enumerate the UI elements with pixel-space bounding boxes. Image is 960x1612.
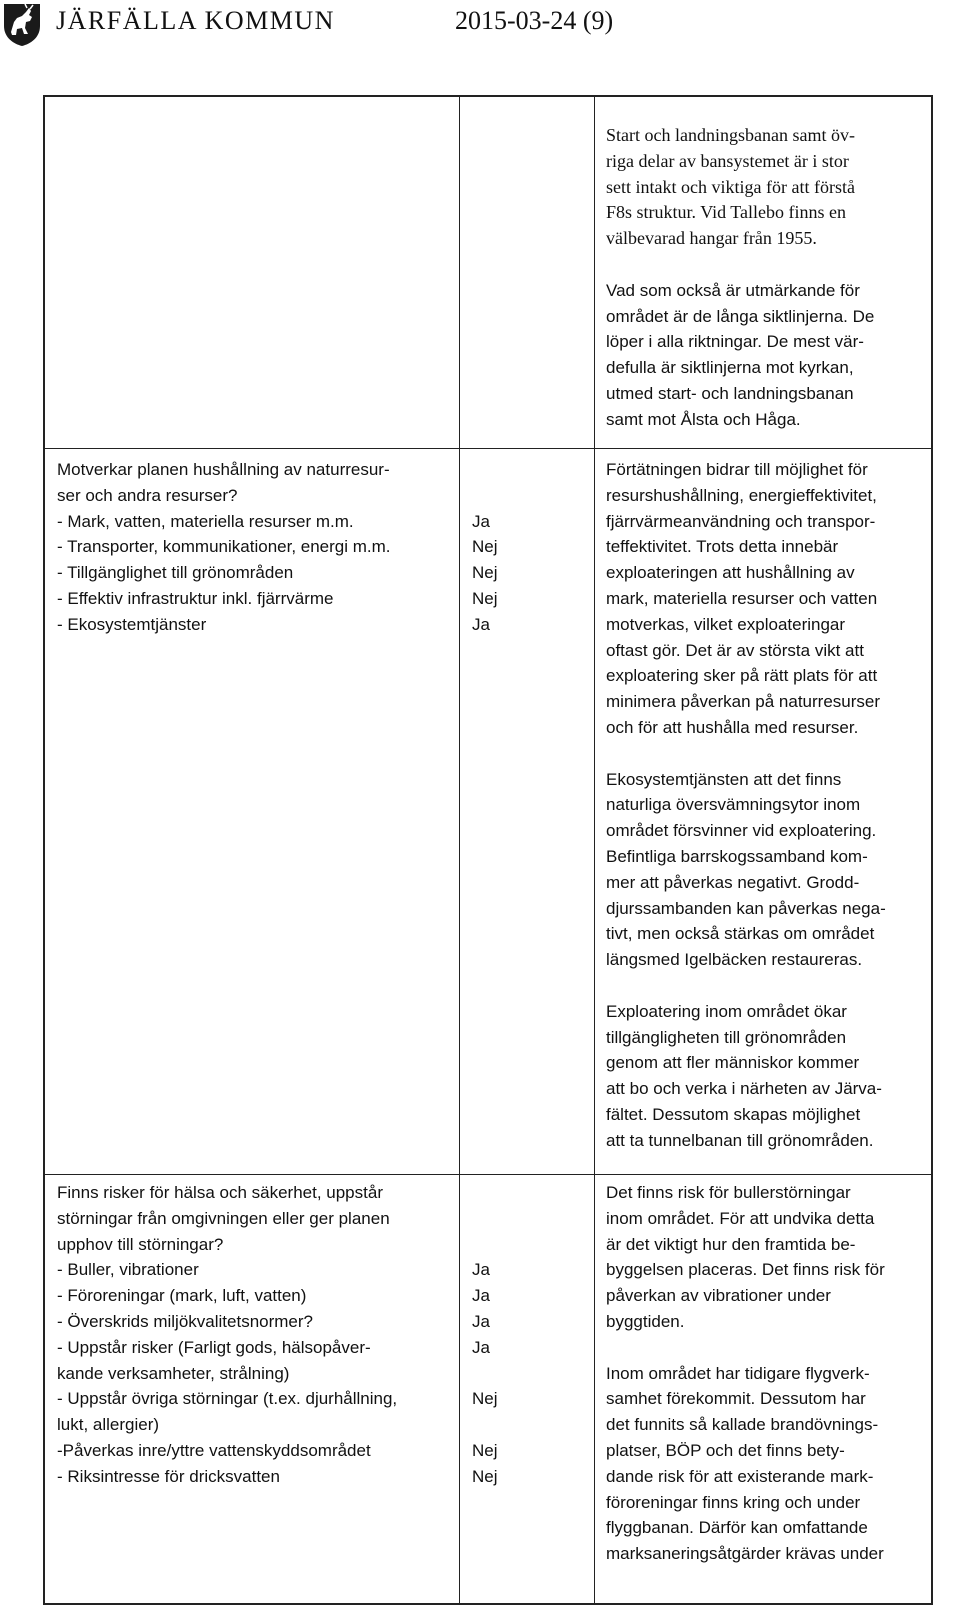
question-line: upphov till störningar? xyxy=(57,1234,224,1254)
question-line: - Riksintresse för dricksvatten xyxy=(57,1466,280,1486)
comment-line: exploatering sker på rätt plats för att xyxy=(606,666,878,686)
question-line: Motverkar planen hushållning av naturresur- xyxy=(57,460,390,479)
answer-value: Nej xyxy=(472,1389,498,1409)
comment-line: marksaneringsåtgärder krävas under xyxy=(606,1544,884,1564)
comment-line: genom att fler människor kommer xyxy=(606,1053,860,1073)
column-divider xyxy=(594,97,595,1603)
comment-line: platser, BÖP och det finns bety- xyxy=(606,1440,845,1460)
question-line: - Föroreningar (mark, luft, vatten) xyxy=(57,1286,307,1306)
comment-line: det funnits så kallade brandövnings- xyxy=(606,1415,879,1435)
comment-line: naturliga översvämningsytor inom xyxy=(606,795,861,815)
comment-paragraph xyxy=(606,999,886,1154)
question-line: -Påverkas inre/yttre vattenskyddsområdet xyxy=(57,1440,371,1460)
comment-paragraph xyxy=(606,1361,885,1567)
comment-line: flyggbanan. Därför kan omfattande xyxy=(606,1518,868,1538)
question-cell xyxy=(57,457,391,638)
answer-value xyxy=(472,1232,498,1258)
question-line: kande verksamheter, strålning) xyxy=(57,1363,290,1383)
question-line: - Buller, vibrationer xyxy=(57,1260,199,1280)
comment-cell xyxy=(606,457,886,1179)
comment-line: Förtätningen bidrar till möjlighet för xyxy=(606,460,868,479)
question-line: - Ekosystemtjänster xyxy=(57,614,207,634)
comment-line: löper i alla riktningar. De mest vär- xyxy=(606,332,864,352)
comment-line: Start och landningsbanan samt öv- xyxy=(606,125,855,145)
question-line: - Effektiv infrastruktur inkl. fjärrvärme xyxy=(57,588,334,608)
comment-cell xyxy=(606,123,874,458)
comment-line: dande risk för att existerande mark- xyxy=(606,1466,874,1486)
comment-paragraph xyxy=(606,278,874,433)
comment-line: samt mot Ålsta och Håga. xyxy=(606,409,801,429)
comment-line: sett intakt och viktiga för att förstå xyxy=(606,176,855,197)
answer-value: Ja xyxy=(472,614,490,634)
comment-line: tillgängligheten till grönområden xyxy=(606,1027,847,1047)
answer-value: Nej xyxy=(472,563,498,583)
answer-value xyxy=(472,1412,498,1438)
comment-line: och för att hushålla med resurser. xyxy=(606,717,859,737)
comment-line: utmed start- och landningsbanan xyxy=(606,383,854,403)
question-line: - Tillgänglighet till grönområden xyxy=(57,563,294,583)
comment-paragraph xyxy=(606,767,886,973)
comment-line: samhet förekommit. Dessutom har xyxy=(606,1389,866,1409)
comment-line: Det finns risk för bullerstörningar xyxy=(606,1183,851,1202)
question-line: - Uppstår övriga störningar (t.ex. djurhållning, xyxy=(57,1389,398,1409)
answer-value: Nej xyxy=(472,1440,498,1460)
answer-value xyxy=(472,1206,498,1232)
comment-line: att bo och verka i närheten av Järva- xyxy=(606,1079,882,1099)
comment-line: att ta tunnelbanan till grönområden. xyxy=(606,1130,874,1150)
question-line: störningar från omgivningen eller ger planen xyxy=(57,1208,390,1228)
comment-line: minimera påverkan på naturresurser xyxy=(606,692,881,712)
comment-line: exploateringen att hushållning av xyxy=(606,563,855,583)
comment-line: oftast gör. Det är av största vikt att xyxy=(606,640,864,660)
question-cell xyxy=(57,1180,397,1490)
answer-value: Ja xyxy=(472,1286,490,1306)
comment-line: är det viktigt hur den framtida be- xyxy=(606,1234,856,1254)
comment-line: defulla är siktlinjerna mot kyrkan, xyxy=(606,358,854,378)
comment-line: föroreningar finns kring och under xyxy=(606,1492,861,1512)
comment-line: Vad som också är utmärkande för xyxy=(606,280,860,300)
comment-line: mer att påverkas negativt. Grodd- xyxy=(606,872,860,892)
answer-value: Nej xyxy=(472,1466,498,1486)
coat-of-arms-logo xyxy=(2,2,42,46)
comment-line: området är de långa siktlinjerna. De xyxy=(606,306,875,326)
comment-line: byggtiden. xyxy=(606,1311,685,1331)
comment-line: djurssambanden kan påverkas nega- xyxy=(606,898,886,918)
answer-value: Nej xyxy=(472,588,498,608)
comment-line: Exploatering inom området ökar xyxy=(606,1001,847,1021)
assessment-table xyxy=(43,95,933,1605)
answer-value: Ja xyxy=(472,1311,490,1331)
comment-line: Befintliga barrskogssamband kom- xyxy=(606,846,868,866)
question-line: - Överskrids miljökvalitetsnormer? xyxy=(57,1311,313,1331)
question-line: Finns risker för hälsa och säkerhet, uppstår xyxy=(57,1183,383,1202)
comment-line: påverkan av vibrationer under xyxy=(606,1286,831,1306)
comment-line: fjärrvärmeanvändning och transpor- xyxy=(606,511,876,531)
answer-value xyxy=(472,1180,498,1206)
comment-line: längsmed Igelbäcken restaureras. xyxy=(606,950,863,970)
comment-line: tivt, men också stärkas om området xyxy=(606,924,875,944)
answer-cell xyxy=(472,457,498,638)
comment-line: inom området. För att undvika detta xyxy=(606,1208,875,1228)
answer-value: Ja xyxy=(472,1337,490,1357)
comment-cell xyxy=(606,1180,885,1593)
comment-line: Inom området har tidigare flygverk- xyxy=(606,1363,870,1383)
comment-line: mark, materiella resurser och vatten xyxy=(606,588,878,608)
document-date: 2015-03-24 (9) xyxy=(455,6,614,35)
answer-value: Ja xyxy=(472,511,490,531)
organization-name: JÄRFÄLLA KOMMUN xyxy=(56,6,335,35)
question-line: ser och andra resurser? xyxy=(57,485,238,505)
comment-line: området försvinner vid exploatering. xyxy=(606,821,877,841)
question-line: lukt, allergier) xyxy=(57,1415,160,1435)
question-line: - Transporter, kommunikationer, energi m.m. xyxy=(57,537,391,557)
answer-value: Nej xyxy=(472,537,498,557)
answer-value xyxy=(472,483,498,509)
answer-cell xyxy=(472,1180,498,1490)
comment-line: F8s struktur. Vid Tallebo finns en xyxy=(606,202,846,223)
question-line: - Uppstår risker (Farligt gods, hälsopåver- xyxy=(57,1337,371,1357)
comment-line: resurshushållning, energieffektivitet, xyxy=(606,485,877,505)
comment-line: Ekosystemtjänsten att det finns xyxy=(606,769,842,789)
answer-value: Ja xyxy=(472,1260,490,1280)
answer-value xyxy=(472,1361,498,1387)
comment-line: byggelsen placeras. Det finns risk för xyxy=(606,1260,885,1280)
comment-paragraph xyxy=(606,123,874,252)
answer-value xyxy=(472,457,498,483)
comment-line: välbevarad hangar från 1955. xyxy=(606,228,817,249)
comment-line: fältet. Dessutom skapas möjlighet xyxy=(606,1104,861,1124)
column-divider xyxy=(459,97,460,1603)
comment-line: riga delar av bansystemet är i stor xyxy=(606,150,849,171)
comment-paragraph xyxy=(606,457,886,741)
comment-line: motverkas, vilket exploateringar xyxy=(606,614,846,634)
comment-line: teffektivitet. Trots detta innebär xyxy=(606,537,839,557)
comment-paragraph xyxy=(606,1180,885,1335)
question-line: - Mark, vatten, materiella resurser m.m. xyxy=(57,511,354,531)
